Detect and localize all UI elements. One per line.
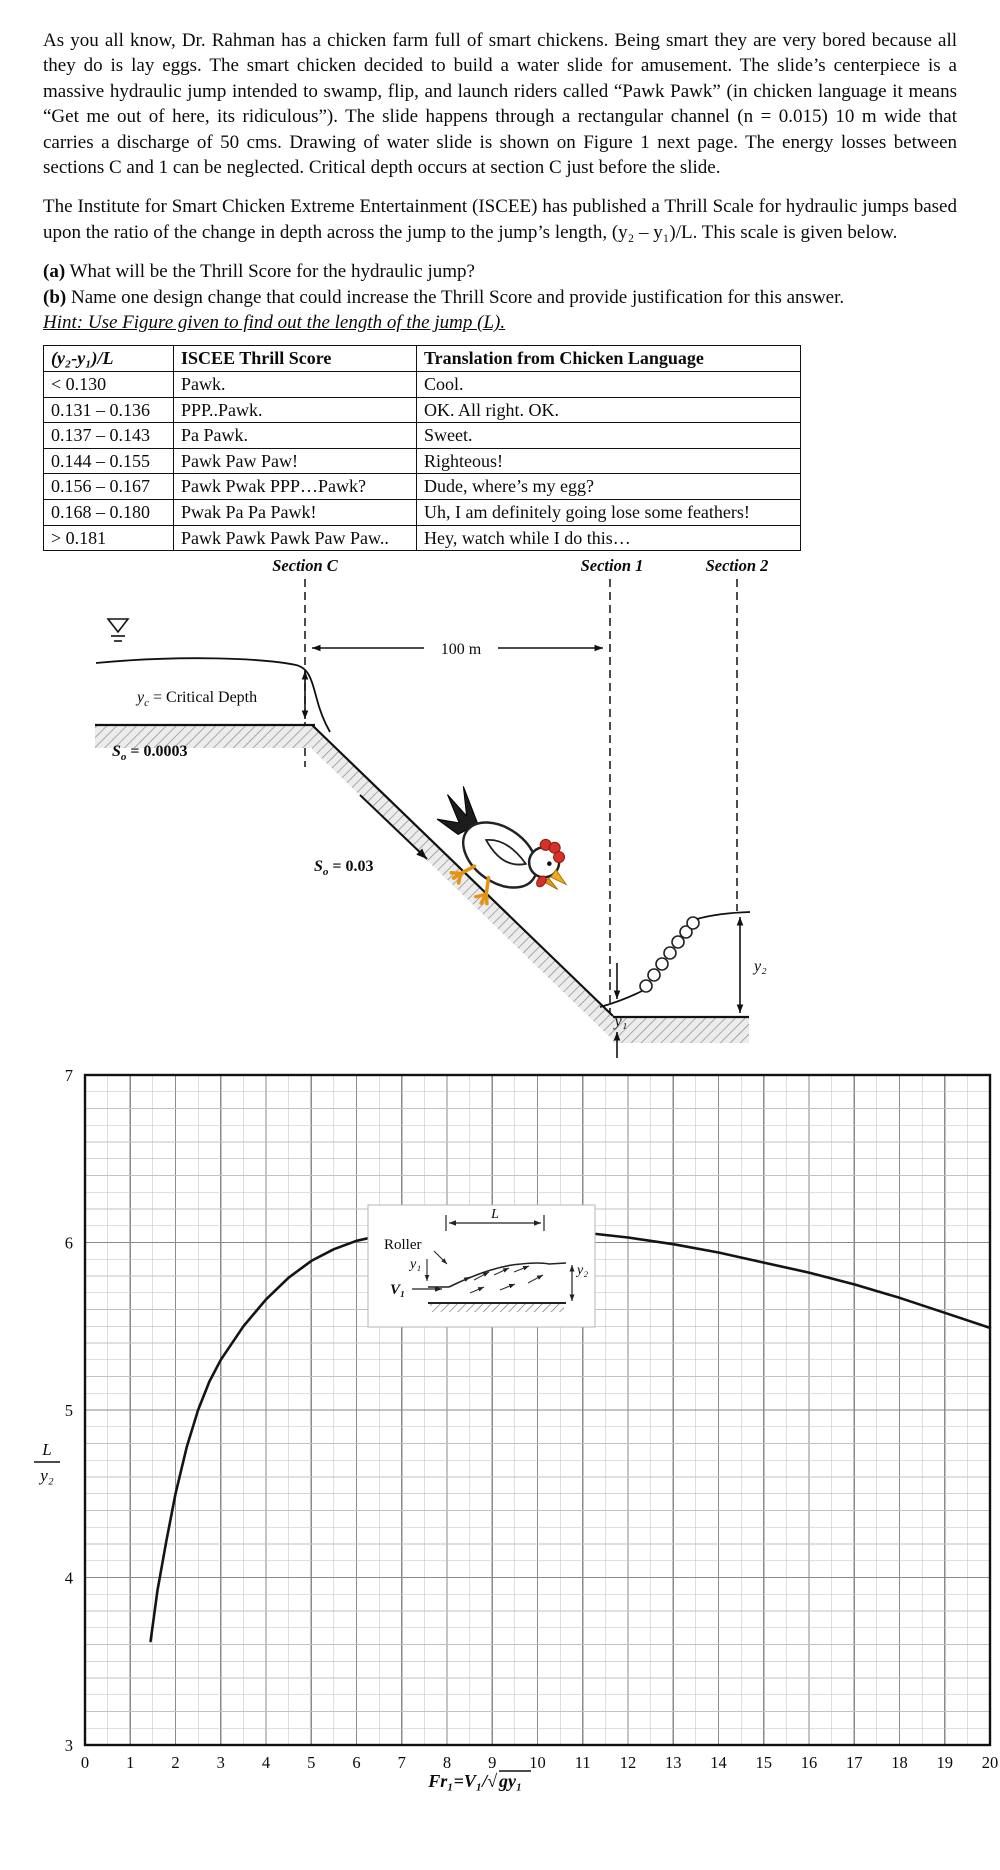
inset-bed-hatch (430, 1304, 564, 1312)
question-a (43, 259, 957, 284)
table-row (44, 372, 801, 398)
figure-1 (0, 555, 1000, 1065)
ylabel-denominator: y₂ (40, 1466, 54, 1486)
section-c-label: Section C (272, 556, 338, 576)
svg-text:1: 1 (126, 1753, 135, 1773)
inset-length-label: L (491, 1207, 499, 1223)
svg-text:14: 14 (710, 1753, 727, 1773)
table-cell: 0.131 – 0.136 (44, 397, 174, 423)
section-2-label: Section 2 (705, 556, 769, 576)
table-row (44, 500, 801, 526)
question-b-label: (b) (43, 286, 67, 308)
table-cell: OK. All right. OK. (417, 397, 801, 423)
table-cell: Pawk Paw Paw! (174, 448, 417, 474)
table-cell: Pawk Pwak PPP…Pawk? (174, 474, 417, 500)
svg-text:9: 9 (488, 1753, 497, 1773)
table-cell: < 0.130 (44, 372, 174, 398)
y1-dimension (613, 963, 628, 1058)
thrill-scale-table (43, 345, 801, 551)
hint-line: Hint: Use Figure given to find out the length of the jump (L). (43, 312, 506, 334)
table-cell: Righteous! (417, 448, 801, 474)
svg-text:19: 19 (936, 1753, 953, 1773)
question-b-text: Name one design change that could increase the Thrill Score and provide justification for this answer. (70, 286, 845, 308)
chart-y-axis-label (34, 1440, 60, 1485)
jump-length-chart (0, 1065, 1000, 1800)
table-cell: PPP..Pawk. (174, 397, 417, 423)
inset-y2-label: y₂ (577, 1263, 589, 1279)
distance-label: 100 m (440, 641, 482, 659)
water-slide-diagram (0, 555, 1000, 1060)
figure-chart (0, 1065, 1000, 1805)
y1-label: y₁ (614, 1013, 628, 1031)
svg-text:6: 6 (352, 1753, 361, 1773)
inset-roller-label: Roller (384, 1237, 422, 1254)
svg-text:13: 13 (665, 1753, 682, 1773)
chart-inset-diagram (368, 1205, 595, 1327)
chart-gridlines (85, 1075, 990, 1745)
svg-text:2: 2 (171, 1753, 180, 1773)
downstream-bed (613, 1017, 749, 1043)
y2-label: y₂ (754, 958, 767, 976)
table-cell: Pawk Pawk Pawk Paw Paw.. (174, 525, 417, 551)
table-cell: Hey, watch while I do this… (417, 525, 801, 551)
svg-text:6: 6 (64, 1233, 73, 1253)
svg-text:7: 7 (397, 1753, 406, 1773)
chart-x-tick-labels (81, 1753, 998, 1772)
table-cell: Uh, I am definitely going lose some feathers! (417, 500, 801, 526)
svg-text:3: 3 (216, 1753, 225, 1773)
downstream-water-surface (697, 912, 750, 919)
problem-paragraph-1: As you all know, Dr. Rahman has a chicken farm full of smart chickens. Being smart they are very bored because all they do is lay eggs. The smart chicken decided to build a water slide for amusement. The slide’s centerpiece is a massive hydraulic jump intended to swamp, flip, and launch riders called “Pawk Pawk” (in chicken language it means “Get me out of here, its ridiculous”). The slide happens through a rectangular channel (n = 0.015) 10 m wide that carries a discharge of 50 cms. Drawing of water slide is shown on Figure 1 next page. The energy losses between sections C and 1 can be neglected. Critical depth occurs at section C just before the slide. (43, 30, 957, 179)
table-row (44, 448, 801, 474)
xlabel-pre: Fr₁=V₁/√ (428, 1771, 497, 1792)
table-cell: 0.156 – 0.167 (44, 474, 174, 500)
question-b (43, 285, 957, 310)
chart-y-tick-labels (65, 1066, 73, 1755)
critical-depth-label: $y_c$ = Critical Depth (137, 689, 258, 710)
table-row (44, 474, 801, 500)
table-header-translation: Translation from Chicken Language (417, 346, 801, 372)
table-cell: Pawk. (174, 372, 417, 398)
svg-text:0: 0 (80, 1753, 90, 1773)
table-header-ratio: (y₂-y₁)/L (44, 346, 174, 372)
svg-text:18: 18 (891, 1753, 908, 1773)
water-surface-icon (108, 619, 128, 641)
y2-dimension (740, 917, 767, 1013)
table-cell: 0.144 – 0.155 (44, 448, 174, 474)
svg-text:7: 7 (64, 1066, 73, 1086)
svg-text:4: 4 (261, 1753, 271, 1773)
table-row (44, 423, 801, 449)
toe-water-surface (600, 991, 642, 1007)
svg-text:3: 3 (64, 1736, 73, 1756)
svg-text:20: 20 (981, 1753, 999, 1773)
table-header-row (44, 346, 801, 372)
question-a-label: (a) (43, 261, 66, 283)
table-cell: Cool. (417, 372, 801, 398)
problem-paragraph-2: The Institute for Smart Chicken Extreme Entertainment (ISCEE) has published a Thrill Scale for hydraulic jumps based upon the ratio of the change in depth across the jump to the jump’s length, (y₂ – y₁)/L. This scale is given below. (43, 196, 957, 243)
svg-text:16: 16 (800, 1753, 818, 1773)
steep-slope-label: $S_o = 0.03$ (314, 858, 374, 879)
distance-dimension (312, 641, 603, 658)
table-cell: 0.137 – 0.143 (44, 423, 174, 449)
svg-text:11: 11 (574, 1753, 591, 1773)
table-cell: Pwak Pa Pa Pawk! (174, 500, 417, 526)
question-a-text: What will be the Thrill Score for the hydraulic jump? (69, 261, 475, 283)
table-row (44, 525, 801, 551)
svg-text:12: 12 (619, 1753, 637, 1773)
table-row (44, 397, 801, 423)
xlabel-radicand: gy₁ (499, 1771, 523, 1792)
chart-x-axis-label (427, 1771, 531, 1791)
inset-v1-label: V₁ (390, 1282, 406, 1299)
svg-text:5: 5 (307, 1753, 316, 1773)
thrill-table-body (44, 372, 801, 551)
inset-y1-label: y₁ (410, 1257, 422, 1273)
table-header-score: ISCEE Thrill Score (174, 346, 417, 372)
svg-text:4: 4 (64, 1568, 73, 1588)
svg-text:8: 8 (442, 1753, 452, 1773)
steep-slope-bed (312, 725, 613, 1040)
jump-roller (640, 917, 699, 992)
svg-text:17: 17 (846, 1753, 863, 1773)
table-cell: Dude, where’s my egg? (417, 474, 801, 500)
svg-text:15: 15 (755, 1753, 772, 1773)
table-cell: Sweet. (417, 423, 801, 449)
table-cell: > 0.181 (44, 525, 174, 551)
table-cell: 0.168 – 0.180 (44, 500, 174, 526)
svg-text:5: 5 (64, 1401, 73, 1421)
ylabel-numerator: L (42, 1440, 52, 1460)
section-1-label: Section 1 (580, 556, 644, 576)
mild-slope-label: $S_o = 0.0003$ (112, 743, 188, 764)
svg-text:10: 10 (529, 1753, 546, 1773)
table-cell: Pa Pawk. (174, 423, 417, 449)
